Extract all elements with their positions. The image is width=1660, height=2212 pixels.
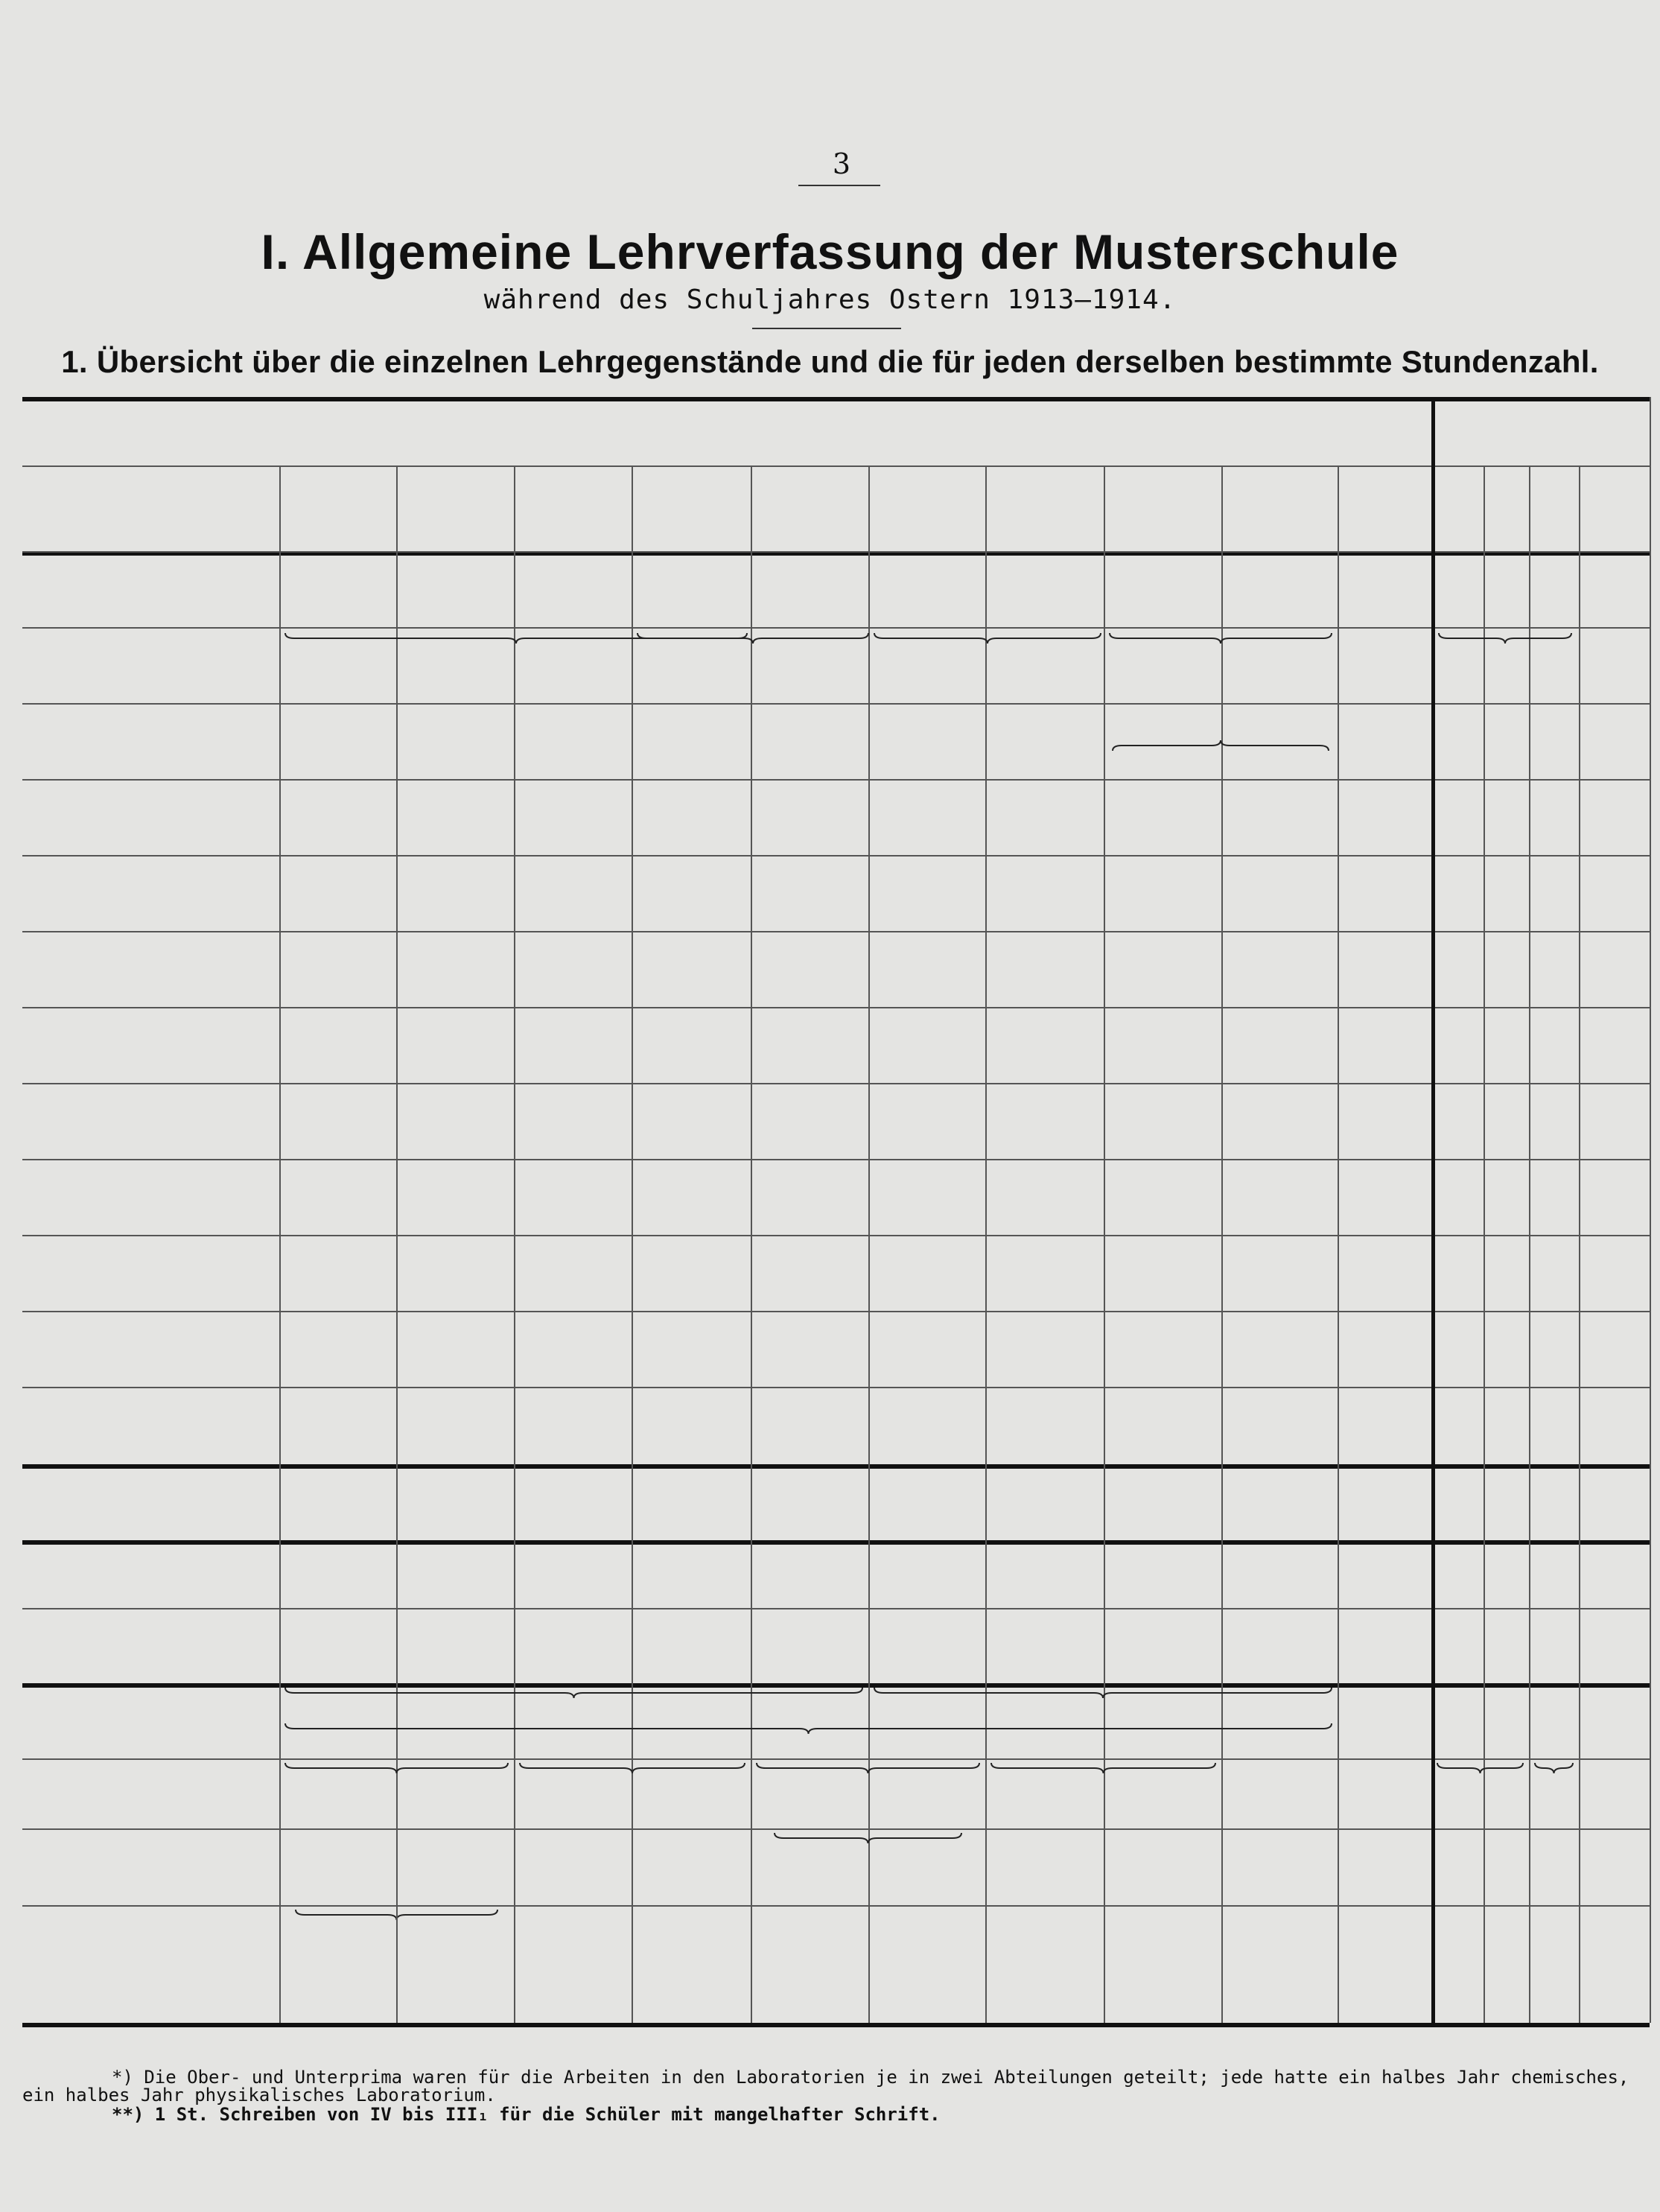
- table-cell: [751, 703, 868, 779]
- lab-hours: [279, 1163, 396, 1186]
- table-cell: [632, 779, 751, 855]
- table-cell: [1338, 1235, 1431, 1311]
- table-cell: [868, 1608, 985, 1683]
- table-cell: [868, 1697, 1338, 1722]
- table-cell: [1338, 627, 1431, 703]
- table-cell: [1579, 1159, 1650, 1235]
- table-cell: [1431, 931, 1483, 1007]
- table-cell: [279, 855, 396, 931]
- table-cell: [514, 1083, 632, 1159]
- table-cell: [1104, 1464, 1221, 1540]
- table-cell: [751, 855, 868, 931]
- column-rule: [632, 1905, 633, 2023]
- table-cell: [1431, 703, 1483, 779]
- table-cell: [514, 1387, 632, 1464]
- table-cell: [396, 1311, 514, 1387]
- table-cell: [1483, 855, 1529, 931]
- table-cell: [1104, 1083, 1221, 1159]
- page-title: I. Allgemeine Lehrverfassung der Musterschule: [261, 224, 1399, 279]
- table-cell: [1221, 627, 1338, 703]
- table-cell: [1338, 1905, 1431, 2023]
- table-cell: [279, 1734, 1104, 1759]
- group-vorschule: [1431, 404, 1650, 449]
- lab-note: [396, 1284, 514, 1302]
- table-cell: [1104, 855, 1221, 931]
- lab-extra: [279, 1265, 396, 1283]
- table-cell: [1529, 1159, 1579, 1235]
- table-cell: [396, 1540, 514, 1608]
- table-cell: [514, 779, 632, 855]
- column-header-vorschule: [1431, 465, 1483, 551]
- table-cell: [279, 931, 396, 1007]
- table-cell: [868, 1387, 985, 1464]
- table-cell: [1104, 779, 1221, 855]
- table-cell: [1483, 1083, 1529, 1159]
- column-header: [985, 465, 1104, 551]
- table-cell: [1104, 1159, 1221, 1235]
- table-cell: [1338, 779, 1431, 855]
- table-cell: [396, 779, 514, 855]
- table-cell: [1221, 1311, 1338, 1387]
- table-cell: [1338, 1311, 1431, 1387]
- table-cell: [1338, 1540, 1431, 1608]
- table-cell: [1104, 1235, 1221, 1311]
- table-cell: [868, 1311, 985, 1387]
- table-cell: [1483, 1608, 1529, 1683]
- table-cell: [514, 1905, 632, 2023]
- table-cell: [751, 1540, 868, 1608]
- table-cell: [1338, 855, 1431, 931]
- table-cell: [279, 1608, 396, 1683]
- table-cell: [868, 1083, 985, 1159]
- table-cell: [1529, 1540, 1579, 1608]
- table-cell: [1483, 931, 1529, 1007]
- table-cell: [1104, 1311, 1221, 1387]
- table-cell: [1529, 1608, 1579, 1683]
- table-cell: [1221, 931, 1338, 1007]
- column-rule: [1650, 1905, 1651, 2023]
- table-cell: [1104, 746, 1338, 779]
- table-cell: [279, 1540, 396, 1608]
- table-cell: [632, 1464, 751, 1540]
- table-cell: [985, 931, 1104, 1007]
- table-cell: [1104, 1050, 1338, 1083]
- column-rule: [1431, 1905, 1435, 2023]
- group-realgymnasium: [22, 404, 1431, 449]
- table-cell: [1529, 1464, 1579, 1540]
- table-cell: [1221, 1608, 1338, 1683]
- lab-note: [279, 1208, 396, 1226]
- table-cell: [1431, 1007, 1483, 1083]
- table-cell: [985, 1159, 1104, 1235]
- table-cell: [1431, 551, 1483, 627]
- table-cell: [751, 1159, 868, 1235]
- table-cell: [1529, 1007, 1579, 1083]
- table-cell: [751, 1464, 868, 1540]
- column-header-vorschule: [1483, 465, 1529, 551]
- table-cell: [1221, 1734, 1338, 1759]
- column-header: [751, 465, 868, 551]
- table-cell: [632, 1311, 751, 1387]
- table-cell: [868, 779, 985, 855]
- page-subtitle: während des Schuljahres Ostern 1913—1914.: [483, 285, 1177, 315]
- table-cell: [1338, 703, 1431, 779]
- table-cell: [751, 1311, 868, 1387]
- table-cell: [1338, 1007, 1431, 1083]
- table-cell: [1338, 1758, 1431, 1828]
- table-cell: [1579, 1540, 1650, 1608]
- row-rule: [22, 397, 1650, 401]
- table-cell: [1104, 627, 1221, 703]
- column-rule: [1338, 1905, 1339, 2023]
- table-cell: [985, 1007, 1104, 1083]
- column-header-vor-total: [1582, 470, 1647, 547]
- table-cell: [1104, 1734, 1221, 1759]
- table-cell: [1529, 931, 1579, 1007]
- table-cell: [1431, 1773, 1507, 1828]
- lab-extra: [279, 1189, 396, 1207]
- table-cell: [632, 1007, 751, 1083]
- table-cell: [1221, 779, 1338, 855]
- column-rule: [396, 1905, 398, 2023]
- table-cell: [514, 703, 632, 779]
- table-cell: [868, 703, 985, 779]
- column-rule: [1104, 1905, 1105, 2023]
- table-cell: [751, 1007, 868, 1083]
- table-cell: [1338, 931, 1431, 1007]
- table-cell: [1431, 1464, 1483, 1540]
- table-cell: [279, 1773, 514, 1828]
- table-cell: [1431, 779, 1483, 855]
- table-cell: [985, 1608, 1104, 1683]
- table-cell: [279, 1387, 396, 1464]
- table-cell: [632, 1235, 751, 1311]
- table-cell: [514, 1464, 632, 1540]
- table-cell: [1579, 779, 1650, 855]
- table-cell: [1104, 931, 1221, 1007]
- table-cell: [751, 1235, 868, 1311]
- table-cell: [1483, 1235, 1529, 1311]
- column-rule: [985, 1905, 987, 2023]
- table-cell: [396, 703, 514, 779]
- column-header: [632, 465, 751, 551]
- table-cell: [396, 1387, 514, 1464]
- table-cell: [514, 1773, 751, 1828]
- table-cell: [1579, 1758, 1650, 1828]
- table-cell: [985, 1083, 1104, 1159]
- table-cell: [751, 1387, 868, 1464]
- table-cell: [1431, 1540, 1483, 1608]
- column-header: [514, 465, 632, 551]
- column-header: [279, 465, 396, 551]
- row-rule: [22, 465, 1650, 467]
- table-cell: [279, 1007, 396, 1083]
- table-cell: [279, 779, 396, 855]
- table-cell: [1104, 1608, 1221, 1683]
- table-cell: [751, 551, 868, 627]
- table-cell: [985, 1540, 1104, 1608]
- table-cell: [632, 1905, 751, 2023]
- lab-hours: [396, 1163, 514, 1186]
- table-cell: [1483, 551, 1529, 627]
- table-cell: [1579, 1608, 1650, 1683]
- table-cell: [1579, 855, 1650, 931]
- table-cell: [396, 1608, 514, 1683]
- column-rule: [1529, 1905, 1530, 2023]
- table-cell: [751, 931, 868, 1007]
- table-cell: [1431, 1311, 1483, 1387]
- table-cell: [1104, 703, 1221, 744]
- column-header: [1104, 465, 1221, 551]
- table-cell: [751, 1608, 868, 1683]
- table-cell: [1579, 1235, 1650, 1311]
- table-cell: [1431, 642, 1579, 703]
- table-cell: [1483, 1311, 1529, 1387]
- table-cell: [985, 855, 1104, 931]
- table-cell: [1221, 703, 1338, 744]
- page-number: 3: [832, 147, 851, 180]
- table-cell: [1431, 1683, 1483, 1758]
- table-cell: [396, 551, 514, 627]
- column-header-vorschule: [1529, 465, 1579, 551]
- table-cell: [1483, 703, 1529, 779]
- lab-hours: [279, 1239, 396, 1262]
- table-cell: [1483, 1007, 1529, 1083]
- lab-extra: [396, 1265, 514, 1283]
- table-cell: [1529, 1683, 1579, 1758]
- column-rule: [1221, 1905, 1223, 2023]
- table-cell: [1579, 931, 1650, 1007]
- table-cell: [514, 1235, 632, 1311]
- table-cell: [1579, 1083, 1650, 1159]
- table-cell: [868, 1159, 985, 1235]
- table-cell: [1579, 627, 1650, 703]
- table-cell: [1483, 1464, 1529, 1540]
- table-cell: [279, 703, 396, 779]
- footnote-2: **) 1 St. Schreiben von IV bis III₁ für die Schüler mit mangelhafter Schrift.: [112, 2104, 941, 2125]
- table-cell: [1338, 1464, 1431, 1540]
- table-cell: [279, 1464, 396, 1540]
- column-rule: [1650, 397, 1651, 1905]
- table-cell: [985, 1843, 1104, 1898]
- table-cell: [1431, 1235, 1483, 1311]
- table-cell: [985, 1311, 1104, 1387]
- table-cell: [632, 931, 751, 1007]
- table-cell: [868, 1464, 985, 1540]
- table-cell: [751, 1083, 868, 1159]
- table-cell: [1431, 1159, 1483, 1235]
- table-cell: [1338, 551, 1431, 627]
- column-header: [1221, 465, 1338, 551]
- table-cell: [1104, 1387, 1221, 1464]
- table-cell: [985, 779, 1104, 855]
- table-cell: [396, 1007, 514, 1083]
- table-cell: [514, 1540, 632, 1608]
- table-cell: [1221, 855, 1338, 931]
- table-cell: [868, 1007, 985, 1083]
- table-cell: [1221, 1235, 1338, 1311]
- column-rule: [868, 1905, 870, 2023]
- table-cell: [1529, 1758, 1579, 1828]
- table-cell: [1529, 551, 1579, 627]
- lab-note: [396, 1208, 514, 1226]
- table-cell: [751, 779, 868, 855]
- table-cell: [1483, 1683, 1529, 1758]
- table-cell: [1221, 1464, 1338, 1540]
- table-cell: [751, 1843, 985, 1905]
- table-cell: [868, 1235, 985, 1311]
- table-cell: [1431, 1083, 1483, 1159]
- table-cell: [514, 1311, 632, 1387]
- table-cell: [985, 1387, 1104, 1464]
- table-cell: [514, 551, 632, 627]
- column-rule: [1483, 1905, 1485, 2023]
- table-cell: [985, 703, 1104, 779]
- table-cell: [1104, 551, 1221, 627]
- table-cell: [1579, 1311, 1650, 1387]
- table-cell: [632, 703, 751, 779]
- table-cell: [985, 1464, 1104, 1540]
- table-cell: [279, 1311, 396, 1387]
- footnote-1-cont: ein halbes Jahr physikalisches Laboratorium.: [22, 2085, 496, 2105]
- table-cell: [1529, 1235, 1579, 1311]
- table-cell: [1221, 551, 1338, 627]
- table-cell: [279, 551, 396, 627]
- table-cell: [632, 855, 751, 931]
- table-cell: [751, 1905, 868, 2023]
- lab-note: [279, 1284, 396, 1302]
- row-rule: [22, 2023, 1650, 2027]
- table-cell: [1529, 1387, 1579, 1464]
- table-cell: [514, 931, 632, 1007]
- table-cell: [1431, 855, 1483, 931]
- table-cell: [1431, 1387, 1483, 1464]
- table-cell: [1104, 1007, 1221, 1048]
- table-cell: [632, 1083, 751, 1159]
- table-cell: [514, 855, 632, 931]
- table-cell: [1221, 1540, 1338, 1608]
- table-cell: [1579, 1683, 1650, 1758]
- table-cell: [1221, 1083, 1338, 1159]
- table-cell: [514, 1608, 632, 1683]
- table-cell: [1529, 703, 1579, 779]
- table-cell: [396, 931, 514, 1007]
- table-cell: [1579, 703, 1650, 779]
- column-rule: [1579, 1905, 1580, 2023]
- table-cell: [396, 855, 514, 931]
- table-cell: [1221, 1007, 1338, 1048]
- table-cell: [751, 1773, 985, 1828]
- lab-hours: [396, 1239, 514, 1262]
- table-cell: [279, 642, 514, 703]
- table-cell: [632, 642, 868, 703]
- table-cell: [1483, 1387, 1529, 1464]
- table-cell: [1338, 1159, 1431, 1235]
- table-cell: [1483, 779, 1529, 855]
- table-cell: [396, 1464, 514, 1540]
- table-cell: [1221, 1387, 1338, 1464]
- table-cell: [1529, 779, 1579, 855]
- table-cell: [632, 1540, 751, 1608]
- lab-extra: [396, 1189, 514, 1207]
- table-cell: [279, 1083, 396, 1159]
- table-cell: [1529, 855, 1579, 931]
- table-cell: [1338, 1683, 1431, 1758]
- table-cell: [1431, 1608, 1483, 1683]
- table-cell: [1483, 1540, 1529, 1608]
- table-cell: [1483, 1159, 1529, 1235]
- table-cell: [1104, 1540, 1221, 1608]
- table-cell: [1338, 1828, 1431, 1905]
- column-header-subjects: [22, 465, 279, 551]
- table-cell: [1579, 1387, 1650, 1464]
- table-cell: [514, 1007, 632, 1083]
- column-header: [868, 465, 985, 551]
- table-cell: [1338, 1387, 1431, 1464]
- table-cell: [868, 551, 985, 627]
- table-cell: [985, 551, 1104, 627]
- table-cell: [632, 1387, 751, 1464]
- table-cell: [1338, 1608, 1431, 1683]
- table-cell: [514, 1159, 632, 1235]
- column-rule: [514, 1905, 515, 2023]
- column-rule: [279, 1905, 281, 2023]
- table-cell: [1529, 1083, 1579, 1159]
- column-rule: [751, 1905, 752, 2023]
- section-heading: 1. Übersicht über die einzelnen Lehrgegenstände und die für jeden derselben bestimmte Stundenzahl.: [61, 344, 1599, 379]
- table-cell: [632, 1159, 751, 1235]
- table-cell: [632, 1608, 751, 1683]
- table-cell: [632, 551, 751, 627]
- table-cell: [1579, 1007, 1650, 1083]
- footnote-1: *) Die Ober- und Unterprima waren für die Arbeiten in den Laboratorien je in zwei Abteilungen geteilt; jede hatte ein halbes Jahr chemisches,: [112, 2067, 1629, 2088]
- table-cell: [279, 1697, 868, 1722]
- divider: [798, 185, 880, 186]
- table-cell: [1579, 551, 1650, 627]
- column-header-total: [1342, 470, 1427, 547]
- table-cell: [396, 1083, 514, 1159]
- table-cell: [1338, 1083, 1431, 1159]
- table-cell: [868, 1540, 985, 1608]
- divider: [752, 328, 901, 329]
- column-header: [396, 465, 514, 551]
- table-cell: [1529, 1311, 1579, 1387]
- table-cell: [868, 855, 985, 931]
- table-cell: [1579, 1464, 1650, 1540]
- table-cell: [868, 642, 1104, 703]
- table-cell: [868, 931, 985, 1007]
- table-cell: [985, 1773, 1221, 1828]
- table-cell: [1221, 1159, 1338, 1235]
- table-cell: [985, 1235, 1104, 1311]
